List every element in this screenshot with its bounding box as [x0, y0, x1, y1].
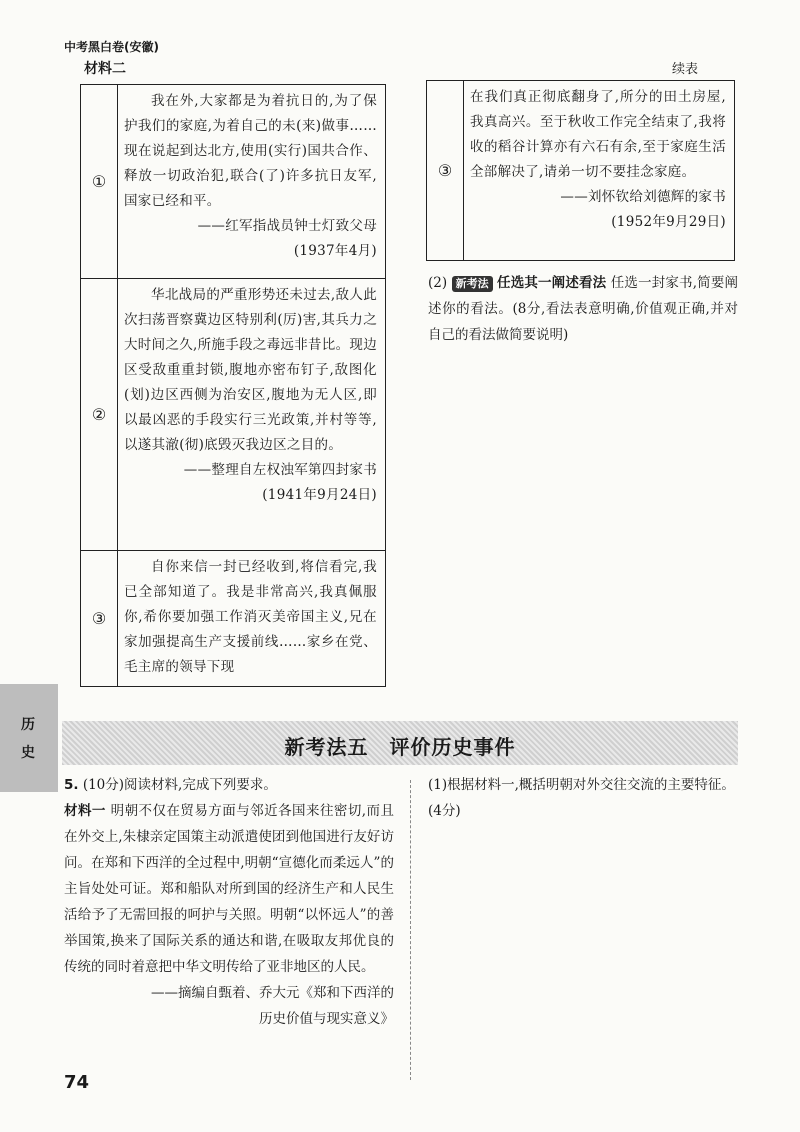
question-number: (2) — [428, 275, 448, 291]
letters-table-left — [80, 84, 386, 687]
letter-body: 自你来信一封已经收到,将信看完,我已全部知道了。我是非常高兴,我真佩服你,希你要加强工作消灭美帝国主义,兄在家加强提高生产支援前线……家乡在党、毛主席的领导下现 — [124, 559, 377, 675]
letter-number: ① — [81, 85, 118, 279]
letter-content — [118, 551, 386, 687]
letter-number: ③ — [81, 551, 118, 687]
letter-row — [81, 85, 386, 279]
letter-date: (1941年9月24日) — [262, 487, 377, 503]
letter-content — [464, 81, 735, 261]
new-method-tag: 新考法 — [452, 276, 493, 292]
letter-row — [81, 551, 386, 687]
question-intro: (10分)阅读材料,完成下列要求。 — [82, 777, 277, 793]
letter-number: ② — [81, 279, 118, 551]
column-divider — [410, 780, 411, 1080]
letter-date: (1952年9月29日) — [611, 214, 726, 230]
letter-number: ③ — [427, 81, 464, 261]
side-tab-char: 历 — [21, 717, 35, 733]
letter-row — [427, 81, 735, 261]
letter-source: ——红军指战员钟士灯致父母 — [197, 218, 377, 234]
question-5-1: (1)根据材料一,概括明朝对外交往交流的主要特征。(4分) — [428, 777, 735, 819]
question-number: 5. — [64, 777, 79, 793]
book-title: 中考黑白卷(安徽) — [64, 40, 159, 54]
letter-source: ——刘怀钦给刘德辉的家书 — [560, 189, 726, 205]
letters-table-right — [426, 80, 735, 261]
material-one-label: 材料一 — [64, 803, 106, 819]
letter-source: ——整理自左权浊军第四封家书 — [183, 462, 377, 478]
material-label: 材料二 — [84, 61, 126, 77]
letter-body: 我在外,大家都是为着抗日的,为了保护我们的家庭,为着自己的未(来)做事……现在说起到达北方,使用(实行)国共合作、释放一切政治犯,联合(了)许多抗日友军,国家已经和平。 — [124, 93, 377, 209]
subject-side-tab — [0, 684, 58, 792]
letter-content — [118, 279, 386, 551]
letter-row — [81, 279, 386, 551]
letter-content — [118, 85, 386, 279]
material-one-text: 明朝不仅在贸易方面与邻近各国来往密切,而且在外交上,朱棣亲定国策主动派遣使团到他国进行友好访问。在郑和下西洋的全过程中,明朝“宣德化而柔远人”的主旨处处可证。郑和船队对所到国的经济生产和人民生活给予了无需回报的呵护与关照。明朝“以怀远人”的善举国策,换来了国际关系的通达和谐,在吸取友邦优良的传统的同时着意把中华文明传给了亚非地区的人民。 — [64, 803, 395, 975]
question-heading: 任选其一阐述看法 — [497, 275, 607, 291]
question-5 — [64, 772, 394, 1032]
section-title: 新考法五 评价历史事件 — [284, 735, 516, 759]
page-number: 74 — [64, 1072, 90, 1093]
material-source: 历史价值与现实意义》 — [259, 1011, 394, 1027]
letter-body: 华北战局的严重形势还未过去,敌人此次扫荡晋察冀边区特别利(厉)害,其兵力之大时间之久,所施手段之毒远非昔比。现边区受敌重重封锁,腹地亦密布钉子,敌图化(划)边区西侧为治安区,腹地为无人区,即以最凶恶的手段实行三光政策,并村等等,以遂其澈(彻)底毁灭我边区之目的。 — [124, 287, 377, 453]
material-source: ——摘编自甄着、乔大元《郑和下西洋的 — [151, 985, 394, 1001]
section-banner — [62, 721, 738, 765]
side-tab-char: 史 — [21, 745, 35, 761]
continued-label: 续表 — [672, 62, 699, 77]
question-2 — [428, 270, 738, 348]
letter-body: 在我们真正彻底翻身了,所分的田土房屋,我真高兴。至于秋收工作完全结束了,我将收的稻谷计算亦有六石有余,至于家庭生活全部解决了,请弟一切不要挂念家庭。 — [470, 89, 726, 180]
question-text: 任选一封家书,简要阐述你的看法。(8分,看法表意明确,价值观正确,并对自己的看法做简要说明) — [428, 275, 738, 343]
letter-date: (1937年4月) — [293, 243, 377, 259]
